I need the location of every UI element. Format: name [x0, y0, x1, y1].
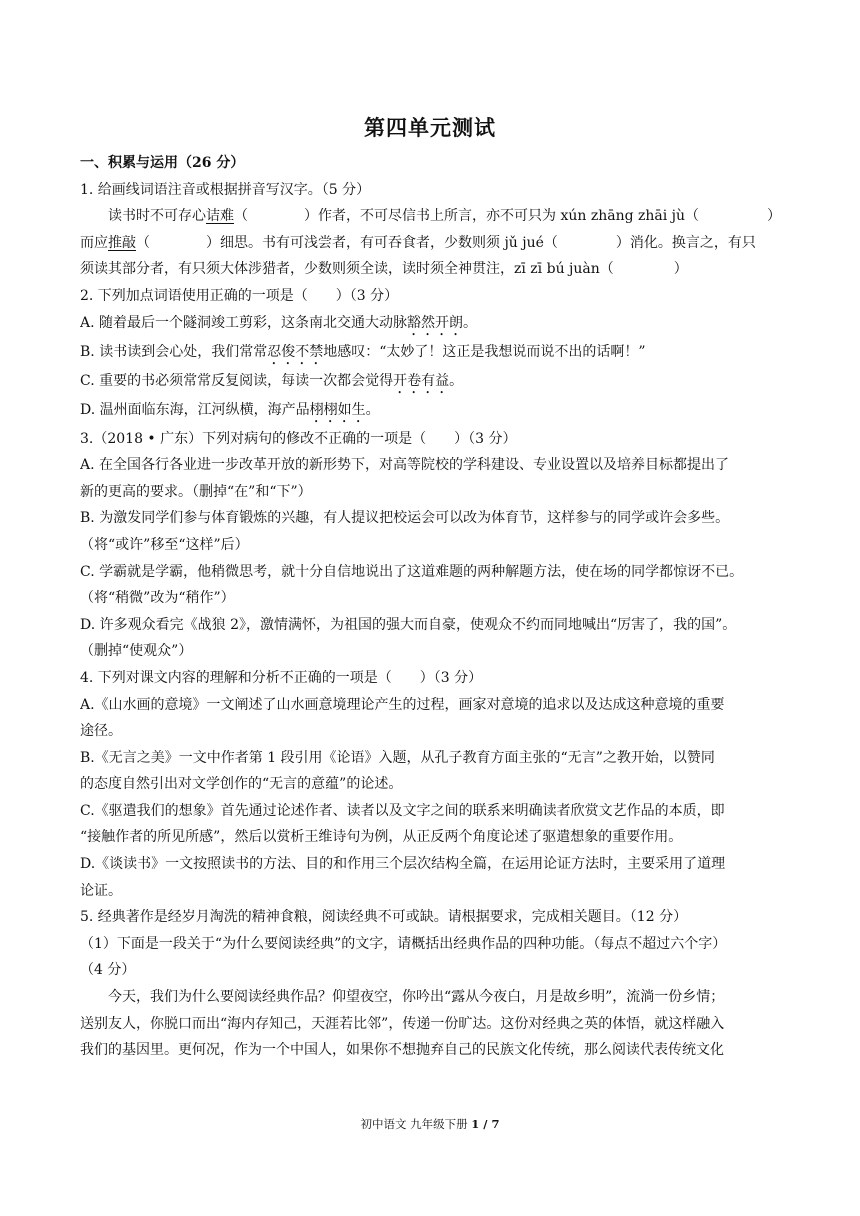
option-c: C.《驱遣我们的想象》首先通过论述作者、读者以及文字之间的联系来明确读者欣赏文艺作品的本质，即: [80, 802, 725, 819]
sub-question-1-score: （4 分）: [80, 962, 136, 979]
passage-line: 今天，我们为什么要阅读经典作品？仰望夜空，你吟出“露从今夜白，月是故乡明”，流淌一份乡情；: [108, 989, 725, 1006]
question-3-stem: 3.（2018 • 广东）下列对病句的修改不正确的一项是（ ）（3 分）: [80, 430, 517, 447]
exam-content: [80, 150, 782, 1064]
option-b-cont: （将“或许”移至“这样”后）: [80, 536, 249, 553]
question-1-line-1: 读书时不可存心诘难（ ）作者，不可尽信书上所言，亦不可只为 xún zhāng zhāi jù（ ）: [108, 208, 782, 225]
dotted-word: 栩栩如生: [309, 401, 366, 418]
option-d: D. 许多观众看完《战狼 2》，激情满怀，为祖国的强大而自豪，使观众不约而同地喊出“厉害了，我的国”。: [80, 616, 737, 633]
option-d: D. 温州面临东海，江河纵横，海产品栩栩如生。: [80, 401, 380, 418]
section-heading: 一、积累与运用（26 分）: [80, 155, 245, 171]
option-a: A. 随着最后一个隧洞竣工剪彩，这条南北交通大动脉豁然开朗。: [80, 314, 478, 331]
question-2-stem: 2. 下列加点词语使用正确的一项是（ ）（3 分）: [80, 287, 399, 304]
footer-course: 初中语文 九年级下册: [360, 1117, 468, 1131]
option-c-cont: “接触作者的所见所感”，然后以赏析王维诗句为例，从正反两个角度论述了驱遣想象的重要作用。: [80, 829, 683, 846]
dotted-word: 忍俊不禁: [267, 343, 324, 360]
option-a: A. 在全国各行各业进一步改革开放的新形势下，对高等院校的学科建设、专业设置以及培养目标都提出了: [80, 457, 730, 474]
option-b: B. 为激发同学们参与体育锻炼的兴趣，有人提议把校运会可以改为体育节，这样参与的同学或许会多些。: [80, 510, 730, 527]
page-footer: [0, 1116, 860, 1132]
option-a: A.《山水画的意境》一文阐述了山水画意境理论产生的过程，画家对意境的追求以及达成这种意境的重要: [80, 696, 725, 713]
option-b: B. 读书读到会心处，我们常常忍俊不禁地感叹：“太妙了！这正是我想说而说不出的话啊！”: [80, 343, 646, 360]
option-a-cont: 新的更高的要求。（删掉“在”和“下”）: [80, 483, 312, 500]
option-d-cont: （删掉“使观众”）: [80, 643, 193, 660]
option-c: C. 学霸就是学霸，他稍微思考，就十分自信地说出了这道难题的两种解题方法，使在场的同学都惊讶不已。: [80, 563, 744, 580]
passage-line: 送别友人，你脱口而出“海内存知己，天涯若比邻”，传递一份旷达。这份对经典之英的体悟，就这样融入: [80, 1015, 725, 1032]
underlined-word: 推敲: [108, 234, 136, 251]
option-c: C. 重要的书必须常常反复阅读，每读一次都会觉得开卷有益。: [80, 372, 464, 389]
question-4-stem: 4. 下列对课文内容的理解和分析不正确的一项是（ ）（3 分）: [80, 669, 483, 686]
underlined-word: 诘难: [206, 208, 234, 225]
option-d-cont: 论证。: [80, 882, 122, 899]
question-1-line-2: 而应推敲（ ）细思。书有可浅尝者，有可吞食者，少数则须 jǔ jué（ ）消化。换言之，有只: [80, 234, 756, 251]
question-5-stem: 5. 经典著作是经岁月淘洗的精神食粮，阅读经典不可或缺。请根据要求，完成相关题目。（12 分）: [80, 909, 688, 926]
option-b-cont: 的态度自然引出对文学创作的“无言的意蕴”的论述。: [80, 776, 403, 793]
option-c-cont: （将“稍微”改为“稍作”）: [80, 590, 235, 607]
question-1-line-3: 须读其部分者，有只须大体涉猎者，少数则须全读，读时须全神贯注，zī zī bú juàn（ ）: [80, 261, 688, 278]
passage-line: 我们的基因里。更何况，作为一个中国人，如果你不想抛弃自己的民族文化传统，那么阅读代表传统文化: [80, 1042, 724, 1059]
option-b: B.《无言之美》一文中作者第 1 段引用《论语》入题，从孔子教育方面主张的“无言”之教开始，以赞同: [80, 749, 715, 766]
question-1-stem: 1. 给画线词语注音或根据拼音写汉字。（5 分）: [80, 181, 371, 198]
option-a-cont: 途径。: [80, 723, 122, 740]
dotted-word: 豁然开朗: [407, 314, 464, 331]
page-title: 第四单元测试: [364, 115, 496, 140]
sub-question-1: （1）下面是一段关于“为什么要阅读经典”的文字，请概括出经典作品的四种功能。（每点不超过六个字）: [80, 935, 727, 952]
option-d: D.《谈读书》一文按照读书的方法、目的和作用三个层次结构全篇，在运用论证方法时，主要采用了道理: [80, 856, 726, 873]
dotted-word: 开卷有益: [393, 372, 450, 389]
page-number: 1 / 7: [471, 1117, 500, 1131]
